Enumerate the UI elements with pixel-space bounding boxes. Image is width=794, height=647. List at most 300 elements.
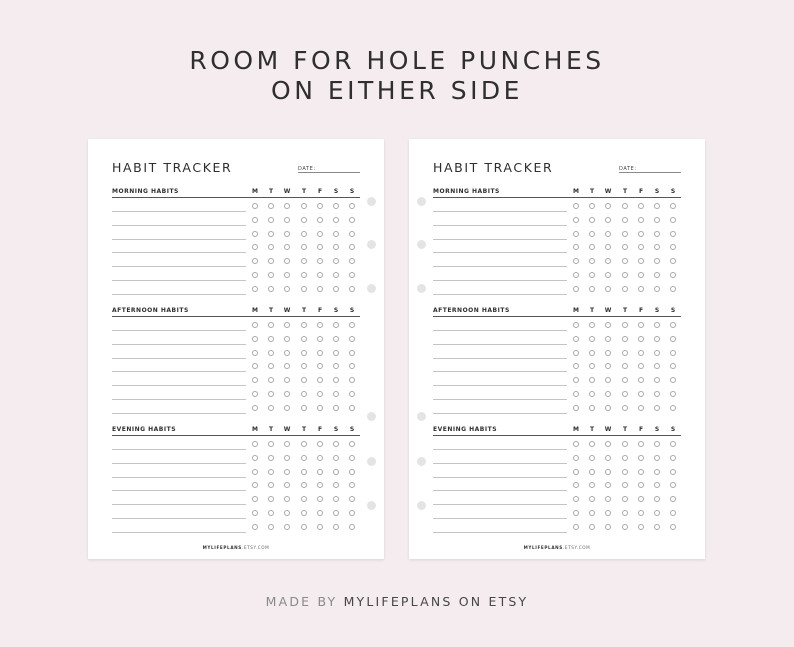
habit-checkbox[interactable] [268, 231, 274, 237]
habit-line[interactable] [112, 477, 246, 478]
habit-line[interactable] [433, 358, 567, 359]
habit-checkbox[interactable] [317, 244, 323, 250]
habit-checkbox[interactable] [654, 272, 660, 278]
habit-checkbox[interactable] [333, 322, 339, 328]
habit-line[interactable] [112, 358, 246, 359]
habit-checkbox[interactable] [252, 441, 258, 447]
habit-checkbox[interactable] [317, 363, 323, 369]
habit-checkbox[interactable] [284, 510, 290, 516]
habit-checkbox[interactable] [349, 322, 355, 328]
habit-checkbox[interactable] [349, 405, 355, 411]
habit-checkbox[interactable] [605, 244, 611, 250]
habit-checkbox[interactable] [317, 524, 323, 530]
habit-line[interactable] [433, 239, 567, 240]
habit-checkbox[interactable] [333, 391, 339, 397]
habit-checkbox[interactable] [670, 336, 676, 342]
habit-checkbox[interactable] [605, 258, 611, 264]
habit-line[interactable] [112, 211, 246, 212]
habit-checkbox[interactable] [638, 441, 644, 447]
habit-checkbox[interactable] [622, 258, 628, 264]
habit-checkbox[interactable] [349, 203, 355, 209]
habit-checkbox[interactable] [670, 272, 676, 278]
habit-checkbox[interactable] [589, 524, 595, 530]
habit-line[interactable] [112, 413, 246, 414]
habit-checkbox[interactable] [605, 217, 611, 223]
habit-checkbox[interactable] [622, 482, 628, 488]
habit-checkbox[interactable] [622, 244, 628, 250]
habit-checkbox[interactable] [317, 469, 323, 475]
habit-checkbox[interactable] [284, 322, 290, 328]
habit-checkbox[interactable] [573, 272, 579, 278]
habit-checkbox[interactable] [654, 496, 660, 502]
habit-checkbox[interactable] [589, 272, 595, 278]
habit-checkbox[interactable] [252, 336, 258, 342]
habit-checkbox[interactable] [284, 286, 290, 292]
habit-checkbox[interactable] [252, 405, 258, 411]
habit-checkbox[interactable] [349, 336, 355, 342]
habit-checkbox[interactable] [268, 272, 274, 278]
habit-line[interactable] [433, 399, 567, 400]
habit-checkbox[interactable] [589, 405, 595, 411]
habit-checkbox[interactable] [573, 203, 579, 209]
habit-line[interactable] [112, 490, 246, 491]
habit-checkbox[interactable] [589, 482, 595, 488]
habit-checkbox[interactable] [317, 350, 323, 356]
habit-checkbox[interactable] [670, 405, 676, 411]
habit-checkbox[interactable] [638, 363, 644, 369]
habit-checkbox[interactable] [252, 510, 258, 516]
habit-checkbox[interactable] [622, 496, 628, 502]
habit-checkbox[interactable] [670, 391, 676, 397]
habit-checkbox[interactable] [605, 391, 611, 397]
habit-checkbox[interactable] [589, 203, 595, 209]
habit-checkbox[interactable] [268, 510, 274, 516]
habit-checkbox[interactable] [622, 524, 628, 530]
habit-checkbox[interactable] [284, 469, 290, 475]
habit-checkbox[interactable] [317, 203, 323, 209]
habit-checkbox[interactable] [268, 391, 274, 397]
habit-checkbox[interactable] [349, 391, 355, 397]
habit-checkbox[interactable] [573, 336, 579, 342]
habit-checkbox[interactable] [573, 258, 579, 264]
habit-checkbox[interactable] [622, 441, 628, 447]
habit-checkbox[interactable] [317, 217, 323, 223]
habit-checkbox[interactable] [573, 391, 579, 397]
habit-checkbox[interactable] [589, 322, 595, 328]
habit-checkbox[interactable] [349, 496, 355, 502]
habit-checkbox[interactable] [589, 496, 595, 502]
habit-checkbox[interactable] [301, 482, 307, 488]
habit-checkbox[interactable] [333, 510, 339, 516]
habit-line[interactable] [433, 449, 567, 450]
habit-checkbox[interactable] [622, 217, 628, 223]
habit-line[interactable] [433, 413, 567, 414]
habit-checkbox[interactable] [317, 336, 323, 342]
habit-checkbox[interactable] [573, 231, 579, 237]
habit-line[interactable] [112, 330, 246, 331]
habit-checkbox[interactable] [589, 377, 595, 383]
habit-checkbox[interactable] [573, 244, 579, 250]
habit-checkbox[interactable] [333, 244, 339, 250]
habit-checkbox[interactable] [589, 391, 595, 397]
habit-checkbox[interactable] [670, 322, 676, 328]
habit-checkbox[interactable] [654, 217, 660, 223]
habit-checkbox[interactable] [622, 203, 628, 209]
habit-line[interactable] [112, 504, 246, 505]
habit-checkbox[interactable] [573, 350, 579, 356]
habit-checkbox[interactable] [333, 496, 339, 502]
habit-checkbox[interactable] [654, 350, 660, 356]
habit-checkbox[interactable] [605, 510, 611, 516]
habit-checkbox[interactable] [605, 322, 611, 328]
habit-checkbox[interactable] [252, 391, 258, 397]
habit-checkbox[interactable] [638, 391, 644, 397]
habit-checkbox[interactable] [605, 272, 611, 278]
habit-line[interactable] [433, 266, 567, 267]
habit-checkbox[interactable] [252, 455, 258, 461]
habit-checkbox[interactable] [268, 322, 274, 328]
habit-checkbox[interactable] [605, 350, 611, 356]
habit-checkbox[interactable] [301, 455, 307, 461]
habit-checkbox[interactable] [605, 336, 611, 342]
habit-checkbox[interactable] [573, 524, 579, 530]
habit-line[interactable] [433, 490, 567, 491]
habit-line[interactable] [433, 280, 567, 281]
habit-checkbox[interactable] [284, 496, 290, 502]
habit-checkbox[interactable] [605, 363, 611, 369]
habit-checkbox[interactable] [349, 286, 355, 292]
habit-checkbox[interactable] [670, 203, 676, 209]
habit-checkbox[interactable] [638, 469, 644, 475]
habit-checkbox[interactable] [284, 363, 290, 369]
habit-line[interactable] [112, 225, 246, 226]
habit-checkbox[interactable] [654, 336, 660, 342]
habit-checkbox[interactable] [284, 272, 290, 278]
habit-checkbox[interactable] [284, 441, 290, 447]
habit-checkbox[interactable] [654, 244, 660, 250]
habit-checkbox[interactable] [670, 286, 676, 292]
habit-checkbox[interactable] [654, 405, 660, 411]
habit-checkbox[interactable] [349, 350, 355, 356]
habit-checkbox[interactable] [301, 244, 307, 250]
habit-checkbox[interactable] [622, 272, 628, 278]
habit-checkbox[interactable] [670, 441, 676, 447]
habit-checkbox[interactable] [317, 482, 323, 488]
habit-line[interactable] [433, 371, 567, 372]
habit-checkbox[interactable] [268, 244, 274, 250]
habit-checkbox[interactable] [670, 217, 676, 223]
habit-checkbox[interactable] [638, 524, 644, 530]
habit-checkbox[interactable] [622, 350, 628, 356]
habit-line[interactable] [433, 344, 567, 345]
habit-checkbox[interactable] [638, 217, 644, 223]
habit-checkbox[interactable] [573, 496, 579, 502]
habit-checkbox[interactable] [268, 524, 274, 530]
habit-line[interactable] [433, 477, 567, 478]
habit-line[interactable] [433, 532, 567, 533]
habit-checkbox[interactable] [589, 469, 595, 475]
habit-line[interactable] [433, 385, 567, 386]
habit-checkbox[interactable] [268, 336, 274, 342]
habit-checkbox[interactable] [605, 455, 611, 461]
habit-checkbox[interactable] [622, 322, 628, 328]
habit-checkbox[interactable] [622, 405, 628, 411]
habit-checkbox[interactable] [573, 469, 579, 475]
habit-checkbox[interactable] [317, 258, 323, 264]
habit-checkbox[interactable] [638, 322, 644, 328]
habit-checkbox[interactable] [268, 405, 274, 411]
habit-checkbox[interactable] [589, 350, 595, 356]
habit-checkbox[interactable] [654, 231, 660, 237]
habit-checkbox[interactable] [638, 272, 644, 278]
habit-checkbox[interactable] [638, 482, 644, 488]
habit-checkbox[interactable] [317, 272, 323, 278]
habit-checkbox[interactable] [284, 524, 290, 530]
habit-line[interactable] [433, 225, 567, 226]
habit-checkbox[interactable] [333, 350, 339, 356]
habit-checkbox[interactable] [252, 363, 258, 369]
habit-checkbox[interactable] [670, 231, 676, 237]
habit-line[interactable] [112, 532, 246, 533]
habit-checkbox[interactable] [622, 231, 628, 237]
habit-checkbox[interactable] [605, 231, 611, 237]
habit-checkbox[interactable] [349, 441, 355, 447]
habit-checkbox[interactable] [252, 482, 258, 488]
habit-checkbox[interactable] [284, 258, 290, 264]
habit-checkbox[interactable] [654, 377, 660, 383]
habit-checkbox[interactable] [301, 231, 307, 237]
habit-checkbox[interactable] [573, 441, 579, 447]
habit-checkbox[interactable] [654, 455, 660, 461]
habit-checkbox[interactable] [333, 231, 339, 237]
habit-checkbox[interactable] [268, 217, 274, 223]
habit-checkbox[interactable] [605, 469, 611, 475]
habit-checkbox[interactable] [317, 496, 323, 502]
habit-checkbox[interactable] [333, 363, 339, 369]
habit-checkbox[interactable] [252, 350, 258, 356]
habit-checkbox[interactable] [349, 244, 355, 250]
habit-checkbox[interactable] [349, 455, 355, 461]
habit-checkbox[interactable] [268, 482, 274, 488]
habit-line[interactable] [112, 449, 246, 450]
habit-checkbox[interactable] [252, 272, 258, 278]
habit-checkbox[interactable] [573, 455, 579, 461]
habit-checkbox[interactable] [670, 258, 676, 264]
habit-checkbox[interactable] [670, 496, 676, 502]
habit-checkbox[interactable] [573, 217, 579, 223]
habit-checkbox[interactable] [284, 350, 290, 356]
habit-checkbox[interactable] [670, 455, 676, 461]
habit-checkbox[interactable] [654, 322, 660, 328]
habit-checkbox[interactable] [333, 203, 339, 209]
habit-checkbox[interactable] [333, 524, 339, 530]
habit-checkbox[interactable] [301, 322, 307, 328]
habit-line[interactable] [112, 280, 246, 281]
habit-checkbox[interactable] [333, 441, 339, 447]
habit-checkbox[interactable] [638, 350, 644, 356]
habit-checkbox[interactable] [605, 482, 611, 488]
habit-line[interactable] [112, 252, 246, 253]
habit-line[interactable] [112, 239, 246, 240]
habit-checkbox[interactable] [301, 350, 307, 356]
habit-checkbox[interactable] [252, 203, 258, 209]
habit-checkbox[interactable] [301, 405, 307, 411]
habit-checkbox[interactable] [252, 244, 258, 250]
habit-checkbox[interactable] [605, 377, 611, 383]
habit-line[interactable] [112, 371, 246, 372]
habit-line[interactable] [112, 294, 246, 295]
habit-checkbox[interactable] [622, 286, 628, 292]
habit-checkbox[interactable] [589, 510, 595, 516]
habit-checkbox[interactable] [301, 391, 307, 397]
habit-checkbox[interactable] [622, 336, 628, 342]
habit-checkbox[interactable] [317, 455, 323, 461]
habit-checkbox[interactable] [301, 524, 307, 530]
habit-checkbox[interactable] [317, 231, 323, 237]
habit-line[interactable] [433, 211, 567, 212]
habit-checkbox[interactable] [589, 441, 595, 447]
habit-checkbox[interactable] [252, 469, 258, 475]
habit-checkbox[interactable] [252, 496, 258, 502]
habit-checkbox[interactable] [349, 482, 355, 488]
habit-checkbox[interactable] [589, 455, 595, 461]
habit-checkbox[interactable] [638, 286, 644, 292]
habit-checkbox[interactable] [333, 258, 339, 264]
habit-checkbox[interactable] [573, 377, 579, 383]
habit-line[interactable] [433, 330, 567, 331]
habit-checkbox[interactable] [638, 377, 644, 383]
habit-checkbox[interactable] [317, 441, 323, 447]
habit-checkbox[interactable] [638, 496, 644, 502]
habit-checkbox[interactable] [284, 405, 290, 411]
habit-line[interactable] [112, 385, 246, 386]
habit-checkbox[interactable] [284, 336, 290, 342]
habit-checkbox[interactable] [301, 203, 307, 209]
habit-checkbox[interactable] [589, 286, 595, 292]
habit-checkbox[interactable] [589, 244, 595, 250]
habit-checkbox[interactable] [268, 496, 274, 502]
habit-checkbox[interactable] [670, 363, 676, 369]
habit-checkbox[interactable] [284, 203, 290, 209]
habit-checkbox[interactable] [638, 231, 644, 237]
habit-checkbox[interactable] [252, 322, 258, 328]
habit-checkbox[interactable] [333, 286, 339, 292]
habit-checkbox[interactable] [284, 391, 290, 397]
habit-checkbox[interactable] [301, 272, 307, 278]
habit-checkbox[interactable] [670, 469, 676, 475]
habit-checkbox[interactable] [349, 524, 355, 530]
habit-checkbox[interactable] [638, 405, 644, 411]
habit-checkbox[interactable] [349, 231, 355, 237]
habit-checkbox[interactable] [268, 469, 274, 475]
habit-checkbox[interactable] [333, 377, 339, 383]
habit-checkbox[interactable] [301, 441, 307, 447]
habit-checkbox[interactable] [622, 363, 628, 369]
habit-checkbox[interactable] [333, 469, 339, 475]
habit-checkbox[interactable] [252, 258, 258, 264]
habit-line[interactable] [433, 294, 567, 295]
habit-checkbox[interactable] [268, 377, 274, 383]
habit-checkbox[interactable] [252, 524, 258, 530]
habit-checkbox[interactable] [605, 405, 611, 411]
habit-checkbox[interactable] [333, 272, 339, 278]
habit-checkbox[interactable] [268, 455, 274, 461]
habit-checkbox[interactable] [333, 455, 339, 461]
habit-line[interactable] [112, 399, 246, 400]
habit-checkbox[interactable] [622, 377, 628, 383]
habit-checkbox[interactable] [333, 336, 339, 342]
habit-checkbox[interactable] [349, 272, 355, 278]
habit-checkbox[interactable] [638, 258, 644, 264]
habit-checkbox[interactable] [654, 510, 660, 516]
habit-checkbox[interactable] [638, 336, 644, 342]
habit-line[interactable] [112, 266, 246, 267]
habit-checkbox[interactable] [317, 286, 323, 292]
habit-checkbox[interactable] [622, 455, 628, 461]
habit-checkbox[interactable] [284, 482, 290, 488]
habit-checkbox[interactable] [252, 217, 258, 223]
habit-line[interactable] [433, 504, 567, 505]
habit-checkbox[interactable] [317, 322, 323, 328]
habit-line[interactable] [433, 463, 567, 464]
habit-checkbox[interactable] [252, 286, 258, 292]
habit-line[interactable] [112, 518, 246, 519]
habit-checkbox[interactable] [589, 336, 595, 342]
habit-checkbox[interactable] [654, 524, 660, 530]
habit-checkbox[interactable] [317, 405, 323, 411]
habit-checkbox[interactable] [268, 203, 274, 209]
habit-checkbox[interactable] [573, 286, 579, 292]
habit-checkbox[interactable] [670, 377, 676, 383]
habit-checkbox[interactable] [268, 258, 274, 264]
habit-checkbox[interactable] [638, 510, 644, 516]
habit-checkbox[interactable] [589, 217, 595, 223]
habit-checkbox[interactable] [268, 441, 274, 447]
habit-checkbox[interactable] [284, 377, 290, 383]
habit-checkbox[interactable] [670, 244, 676, 250]
habit-checkbox[interactable] [573, 482, 579, 488]
habit-checkbox[interactable] [268, 363, 274, 369]
habit-checkbox[interactable] [301, 258, 307, 264]
habit-checkbox[interactable] [284, 244, 290, 250]
habit-checkbox[interactable] [638, 244, 644, 250]
habit-checkbox[interactable] [284, 455, 290, 461]
habit-checkbox[interactable] [301, 363, 307, 369]
habit-checkbox[interactable] [573, 405, 579, 411]
habit-checkbox[interactable] [349, 217, 355, 223]
habit-checkbox[interactable] [349, 377, 355, 383]
habit-checkbox[interactable] [301, 286, 307, 292]
habit-checkbox[interactable] [333, 405, 339, 411]
habit-checkbox[interactable] [589, 231, 595, 237]
habit-checkbox[interactable] [622, 510, 628, 516]
habit-checkbox[interactable] [589, 258, 595, 264]
habit-checkbox[interactable] [654, 391, 660, 397]
habit-checkbox[interactable] [349, 258, 355, 264]
habit-checkbox[interactable] [268, 350, 274, 356]
habit-checkbox[interactable] [317, 377, 323, 383]
habit-checkbox[interactable] [573, 510, 579, 516]
habit-checkbox[interactable] [654, 363, 660, 369]
habit-checkbox[interactable] [333, 482, 339, 488]
habit-checkbox[interactable] [317, 391, 323, 397]
habit-line[interactable] [433, 518, 567, 519]
habit-checkbox[interactable] [670, 510, 676, 516]
habit-checkbox[interactable] [638, 203, 644, 209]
habit-checkbox[interactable] [301, 496, 307, 502]
habit-checkbox[interactable] [301, 377, 307, 383]
habit-checkbox[interactable] [605, 496, 611, 502]
